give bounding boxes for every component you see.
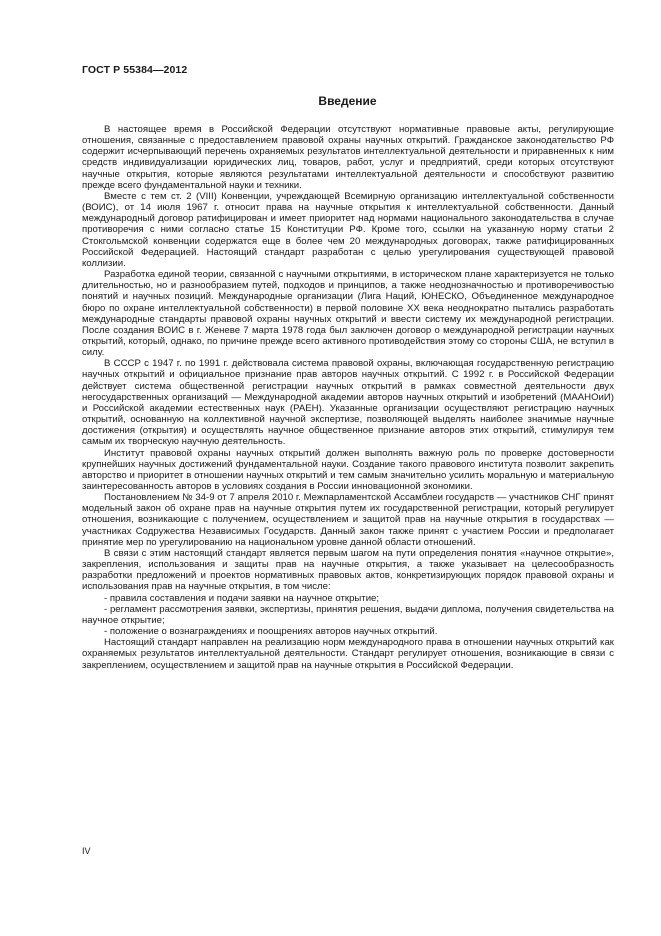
section-title: Введение xyxy=(318,94,377,108)
document-code: ГОСТ Р 55384—2012 xyxy=(82,64,188,76)
page-number: IV xyxy=(82,846,91,856)
list-item: - положение о вознаграждениях и поощрениях авторов научных открытий. xyxy=(104,626,438,638)
paragraph: Разработка единой теории, связанной с научными открытиями, в историческом плане характеризуется не только длительностью, но и разнообразием путей, подходов и принципов, а также неоднозначностью и противоречивостью понятий и научных позиций. Международные организации (Лига Наций, ЮНЕСКО, Объединенное международное бюро по охране интеллектуальной собственности) в первой половине XX века неоднократно пытались разработать международные стандарты правовой охраны научных открытий и ввести систему их международной регистрации. После создания ВОИС в г. Женеве 7 марта 1978 года был заключен договор о международной регистрации научных открытий, который, однако, по причине прежде всего активного противодействия этому со стороны США, не вступил в силу. xyxy=(82,269,614,359)
paragraph: Институт правовой охраны научных открытий должен выполнять важную роль по проверке достоверности крупнейших научных достижений фундаментальной науки. Создание такого правового института позволит закрепить авторство и приоритет в отношении научных открытий и тем самым значительно усилить моральную и материальную заинтересованность авторов в условиях создания в России инновационной экономики. xyxy=(82,447,614,492)
introduction-body xyxy=(82,124,614,671)
paragraph: В настоящее время в Российской Федерации отсутствуют нормативные правовые акты, регулирующие отношения, связанные с предоставлением правовой охраны научных открытий. Гражданское законодательство РФ содержит исчерпывающий перечень охраняемых результатов интеллектуальной деятельности и приравненных к ним средств индивидуализации юридических лиц, товаров, работ, услуг и предприятий, среди которых отсутствуют научные открытия, которые являются результатами интеллектуальной деятельности и способствуют развитию прежде всего фундаментальной науки и техники. xyxy=(82,124,614,191)
paragraph: В СССР с 1947 г. по 1991 г. действовала система правовой охраны, включающая государственную регистрацию научных открытий и официальное признание прав авторов научных открытий. С 1992 г. в Российской Федерации действует система общественной регистрации научных открытий в рамках совместной деятельности двух негосударственных организаций — Международной академии авторов научных открытий и изобретений (МААНОиИ) и Российской академии естественных наук (РАЕН). Указанные организации осуществляют регистрацию научных открытий, основанную на коллективной научной экспертизе, позволяющей выделять наиболее значимые научные достижения (открытия) и осуществлять научное общественное признание авторов этих открытий, стимулируя тем самым их творческую научную деятельность. xyxy=(82,358,614,448)
paragraph: В связи с этим настоящий стандарт является первым шагом на пути определения понятия «научное открытие», закрепления, использования и защиты прав на научные открытия, а также указывает на целесообразность разработки предложений и проектов нормативных правовых актов, конкретизирующих порядок правовой охраны и использования прав на научные открытия, в том числе: xyxy=(82,547,614,593)
paragraph: Вместе с тем ст. 2 (VIII) Конвенции, учреждающей Всемирную организацию интеллектуальной собственности (ВОИС), от 14 июля 1967 г. относит права на научные открытия к интеллектуальной собственности. Данный международный договор ратифицирован и имеет приоритет над нормами национального законодательства в случае противоречия с ними согласно статье 15 Конституции РФ. Кроме того, ссылки на указанную норму статьи 2 Стокгольмской конвенции содержатся еще в более чем 20 международных договорах, также ратифицированных Российской Федерацией. Настоящий стандарт разработан с целью урегулирования существующей правовой коллизии. xyxy=(82,190,614,269)
list-item: - правила составления и подачи заявки на научное открытие; xyxy=(104,592,380,604)
closing-paragraph: Настоящий стандарт направлен на реализацию норм международного права в отношении научных открытий как охраняемых результатов интеллектуальной деятельности. Стандарт регулирует отношения, возникающие в связи с закреплением, осуществлением и защитой прав на научные открытия в Российской Федерации. xyxy=(82,637,614,671)
paragraph: Постановлением № 34-9 от 7 апреля 2010 г. Межпарламентской Ассамблеи государств — участников СНГ принят модельный закон об охране прав на научные открытия путем их государственной регистрации, который регулирует отношения, возникающие с получением, осуществлением и защитой прав на научные открытия в государствах — участниках Содружества Независимых Государств. Данный закон также принят с участием России и предполагает принятие мер по урегулированию на национальном уровне данной области отношений. xyxy=(82,492,614,548)
list-item: - регламент рассмотрения заявки, экспертизы, принятия решения, выдачи диплома, получения свидетельства на научное открытие; xyxy=(82,603,614,626)
